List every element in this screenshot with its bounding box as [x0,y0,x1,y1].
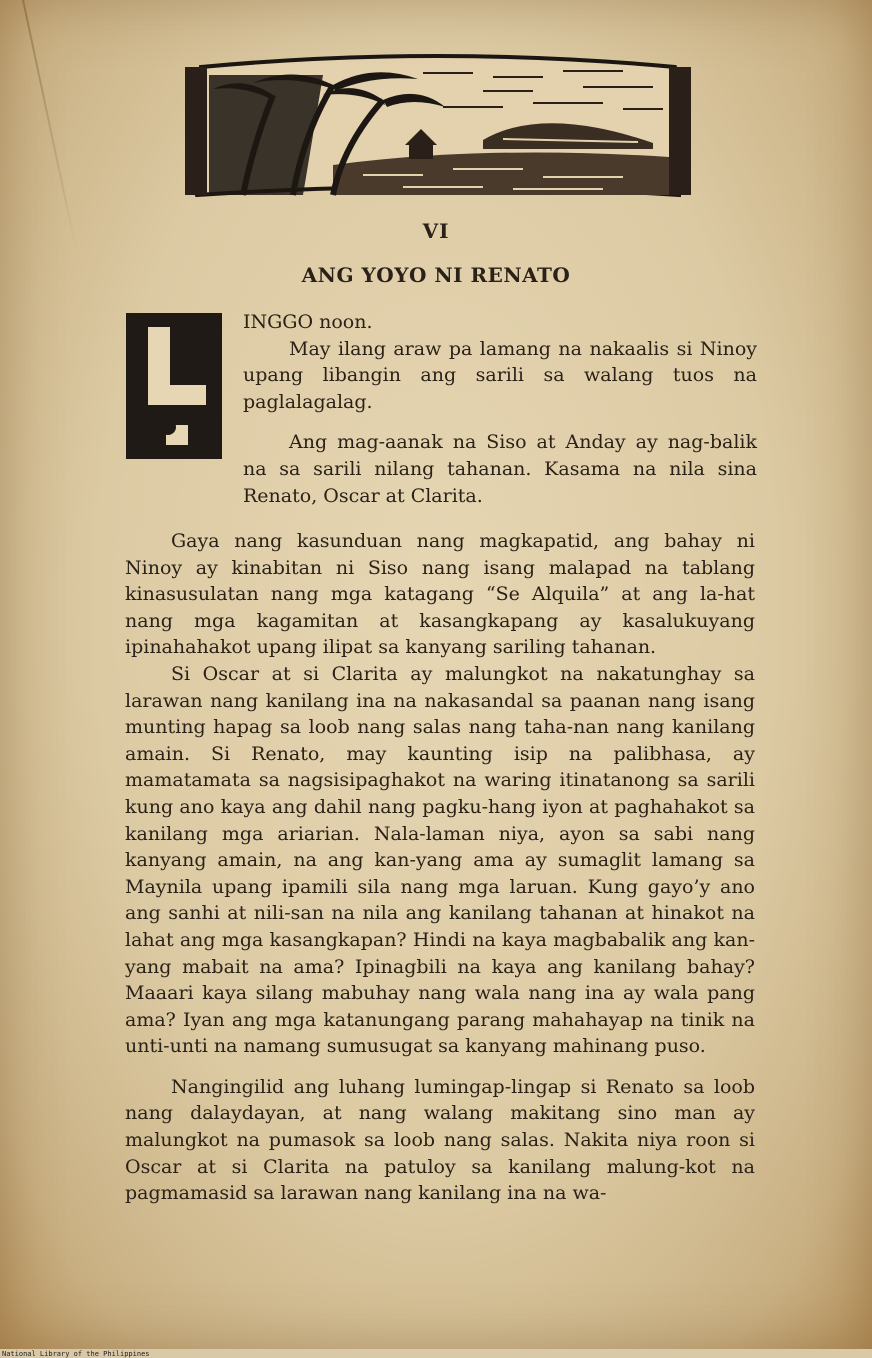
chapter-number: VI [422,219,450,243]
paragraph: Si Oscar at si Clarita ay malungkot na nakatunghay sa larawan nang kanilang ina na nakasandal sa paanan nang isang munting hapag sa loob nang salas nang taha-nan nang kanilang amain. Si Renato, may kaunting isip na palibhasa, ay mamatamata sa nagsisipaghakot na waring itinatanong sa sarili kung ano kaya ang dahil nang pagku-hang iyon at paghahakot sa kanilang mga ariarian. Nala-laman niya, ayon sa sabi nang kanyang amain, na ang kan-yang ama ay sumaglit lamang sa Maynila upang ipamili sila nang mga laruan. Kung gayo’y ano ang sanhi at nili-san na nila ang kanilang tahanan at hinakot na lahat ang mga kasangkapan? Hindi na kaya magbabalik ang kan-yang mabait na ama? Ipinagbili na kaya ang kanilang bahay? Maaari kaya silang mabuhay nang wala nang ina ay wala pang ama? Iyan ang mga katanungang parang mahahayap na tinik na unti-unti na namang sumusugat sa kanyang mahinang puso. [125,662,755,1058]
beach-scene-illustration [183,45,693,203]
lead-first-line: INGGO noon. [243,311,373,333]
footer-credit: National Library of the Philippines [2,1350,150,1358]
drop-cap-letter [126,313,222,459]
paragraph: May ilang araw pa lamang na nakaalis si Ninoy upang libangin ang sarili sa walang tuos na paglalagalag. [243,337,757,413]
paragraph: Gaya nang kasunduan nang magkapatid, ang bahay ni Ninoy ay kinabitan ni Siso nang isang malapad na tablang kinasusulatan nang mga katagang “Se Alquila” at ang la-hat nang mga kagamitan at kasangkapang ay kasalukuyang ipinahahakot upang ilipat sa kanyang sariling tahanan. [125,530,755,659]
chapter-title: ANG YOYO NI RENATO [301,263,571,287]
page-crease [22,0,78,254]
paragraph: Ang mag-aanak na Siso at Anday ay nag-balik na sa sarili nilang tahanan. Kasama na nila sina Renato, Oscar at Clarita. [243,431,757,507]
paragraph: Nangingilid ang luhang lumingap-lingap si Renato sa loob nang dalaydayan, at nang walang makitang sino man ay malungkot na pumasok sa loob nang salas. Nakita niya roon si Oscar at si Clarita na patuloy sa kanilang malung-kot na pagmamasid sa larawan nang kanilang ina na wa- [125,1075,755,1205]
body-paragraphs [125,528,755,1207]
lead-paragraphs [243,309,757,509]
